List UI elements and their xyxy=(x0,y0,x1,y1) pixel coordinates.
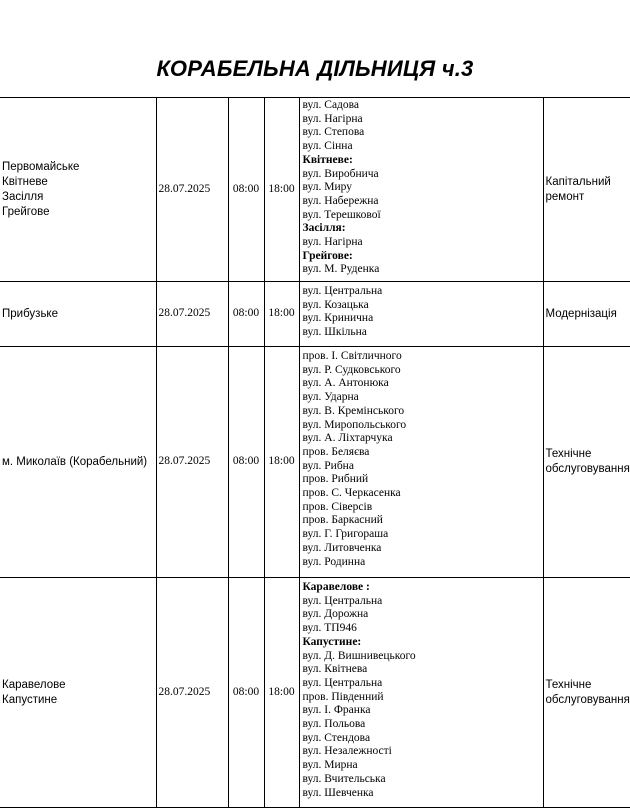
street-item: вул. Польова xyxy=(303,718,543,732)
street-item: вул. Дорожна xyxy=(303,608,543,622)
settlements-cell xyxy=(0,282,156,347)
date-cell: 28.07.2025 xyxy=(156,98,228,282)
street-item: вул. Незалежності xyxy=(303,745,543,759)
settlement-name: Прибузьке xyxy=(2,307,154,322)
end-time-cell: 18:00 xyxy=(264,282,299,347)
outage-schedule-table xyxy=(0,97,630,808)
streets-cell xyxy=(299,347,543,578)
settlement-name: Первомайське xyxy=(2,160,154,175)
settlement-heading: Каравелове : xyxy=(303,581,543,595)
street-item: вул. Набережна xyxy=(303,195,543,209)
street-item: вул. Сінна xyxy=(303,140,543,154)
start-time-cell: 08:00 xyxy=(228,578,264,808)
table-row xyxy=(0,282,630,347)
settlement-name: Грейгове xyxy=(2,205,154,220)
street-item: вул. І. Франка xyxy=(303,704,543,718)
street-item: вул. Вчительська xyxy=(303,773,543,787)
settlement-heading: Капустине: xyxy=(303,636,543,650)
street-item: вул. Мирна xyxy=(303,759,543,773)
work-type-line: Капітальний xyxy=(546,175,630,190)
street-item: вул. Шевченка xyxy=(303,787,543,801)
work-type-line: Технічне xyxy=(546,678,630,693)
street-item: вул. Центральна xyxy=(303,677,543,691)
start-time-cell: 08:00 xyxy=(228,282,264,347)
street-item: вул. Степова xyxy=(303,126,543,140)
street-item: вул. Квітнева xyxy=(303,663,543,677)
street-item: вул. Рибна xyxy=(303,460,543,474)
settlements-cell xyxy=(0,98,156,282)
street-item: вул. А. Антонюка xyxy=(303,377,543,391)
settlement-heading: Грейгове: xyxy=(303,250,543,264)
settlements-cell xyxy=(0,347,156,578)
table-row xyxy=(0,98,630,282)
settlement-name: м. Миколаїв (Корабельний) xyxy=(2,455,154,470)
street-item: вул. Р. Судковського xyxy=(303,364,543,378)
street-item: вул. Стендова xyxy=(303,732,543,746)
end-time-cell: 18:00 xyxy=(264,578,299,808)
street-item: вул. Кринична xyxy=(303,312,543,326)
street-item: пров. Баркасний xyxy=(303,514,543,528)
street-item: вул. Г. Григораша xyxy=(303,528,543,542)
work-type-line: Технічне xyxy=(546,447,630,462)
street-item: вул. М. Руденка xyxy=(303,263,543,277)
streets-cell xyxy=(299,282,543,347)
work-type-cell xyxy=(543,347,630,578)
settlement-name: Квітневе xyxy=(2,175,154,190)
street-item: пров. Беляєва xyxy=(303,446,543,460)
work-type-cell xyxy=(543,98,630,282)
page-title: КОРАБЕЛЬНА ДІЛЬНИЦЯ ч.3 xyxy=(0,56,630,82)
street-item: пров. І. Світличного xyxy=(303,350,543,364)
table-row xyxy=(0,578,630,808)
start-time-cell: 08:00 xyxy=(228,98,264,282)
settlements-cell xyxy=(0,578,156,808)
end-time-cell: 18:00 xyxy=(264,98,299,282)
street-item: вул. Виробнича xyxy=(303,168,543,182)
street-item: вул. Д. Вишнивецького xyxy=(303,650,543,664)
work-type-cell xyxy=(543,578,630,808)
end-time-cell: 18:00 xyxy=(264,347,299,578)
date-cell: 28.07.2025 xyxy=(156,347,228,578)
date-cell: 28.07.2025 xyxy=(156,578,228,808)
street-item: вул. Нагірна xyxy=(303,113,543,127)
street-item: вул. Центральна xyxy=(303,285,543,299)
street-item: вул. Центральна xyxy=(303,595,543,609)
street-item: вул. ТП946 xyxy=(303,622,543,636)
settlement-name: Засілля xyxy=(2,190,154,205)
work-type-line: Модернізація xyxy=(546,307,630,322)
settlement-heading: Квітневе: xyxy=(303,154,543,168)
street-item: вул. Миру xyxy=(303,181,543,195)
street-item: вул. Ударна xyxy=(303,391,543,405)
table-row xyxy=(0,347,630,578)
street-item: пров. С. Черкасенка xyxy=(303,487,543,501)
work-type-line: обслуговування xyxy=(546,693,630,708)
streets-cell xyxy=(299,578,543,808)
work-type-line: обслуговування xyxy=(546,462,630,477)
street-item: вул. А. Ліхтарчука xyxy=(303,432,543,446)
street-item: вул. Нагірна xyxy=(303,236,543,250)
streets-cell xyxy=(299,98,543,282)
street-item: вул. Садова xyxy=(303,99,543,113)
date-cell: 28.07.2025 xyxy=(156,282,228,347)
start-time-cell: 08:00 xyxy=(228,347,264,578)
settlement-name: Капустине xyxy=(2,693,154,708)
street-item: вул. Литовченка xyxy=(303,542,543,556)
street-item: пров. Сіверсів xyxy=(303,501,543,515)
settlement-heading: Засілля: xyxy=(303,222,543,236)
settlement-name: Каравелове xyxy=(2,678,154,693)
street-item: вул. Терешкової xyxy=(303,209,543,223)
street-item: вул. Родинна xyxy=(303,556,543,570)
street-item: пров. Південний xyxy=(303,691,543,705)
street-item: вул. Миропольського xyxy=(303,419,543,433)
street-item: вул. В. Кремінського xyxy=(303,405,543,419)
street-item: пров. Рибний xyxy=(303,473,543,487)
street-item: вул. Козацька xyxy=(303,299,543,313)
work-type-line: ремонт xyxy=(546,190,630,205)
work-type-cell xyxy=(543,282,630,347)
street-item: вул. Шкільна xyxy=(303,326,543,340)
